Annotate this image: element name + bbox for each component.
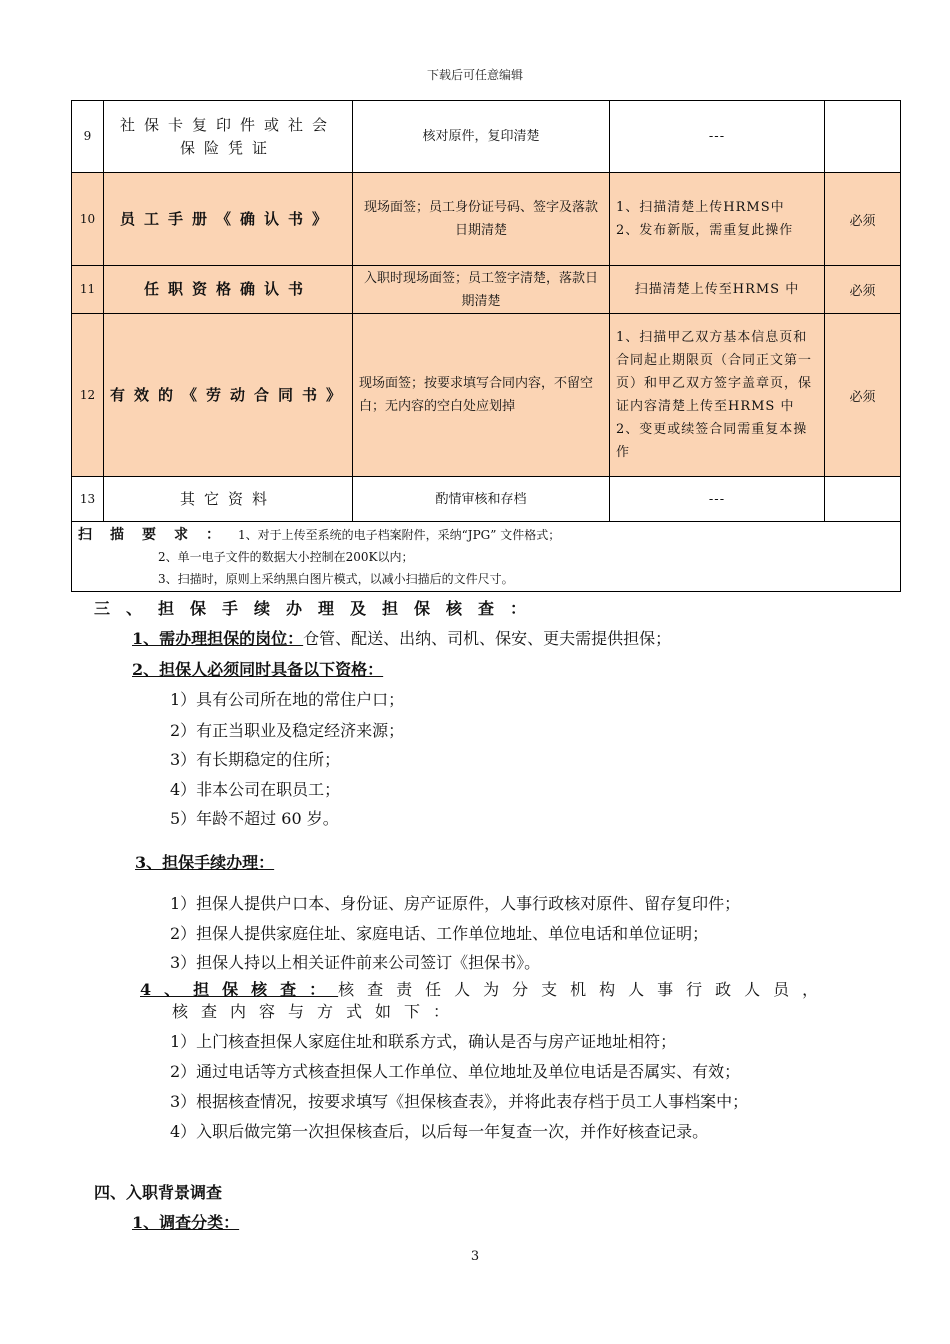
paragraph-label: 4、担保核查： — [140, 980, 339, 999]
scan-requirement: --- — [610, 101, 825, 173]
paragraph-text: 核查内容与方式如下： — [172, 1002, 463, 1021]
document-name: 员工手册《确认书》 — [104, 173, 353, 266]
list-item: 4）入职后做完第一次担保核查后，以后每一年复查一次，并作好核查记录。 — [170, 1122, 709, 1141]
paragraph-text: 核查责任人为分支机构人事行政人员， — [338, 980, 832, 999]
check-requirement: 酌情审核和存档 — [353, 477, 610, 522]
table-row — [72, 173, 901, 266]
list-item: 4）非本公司在职员工； — [170, 780, 341, 799]
notes-label: 扫描要求： — [78, 526, 238, 543]
list-item: 2）通过电话等方式核查担保人工作单位、单位地址及单位电话是否属实、有效； — [170, 1062, 741, 1081]
row-number: 12 — [72, 314, 104, 477]
document-name: 社保卡复印件或社会保险凭证 — [104, 101, 353, 173]
check-requirement: 入职时现场面签；员工签字清楚，落款日期清楚 — [353, 266, 610, 314]
check-requirement: 核对原件，复印清楚 — [353, 101, 610, 173]
mandatory-mark: 必须 — [825, 314, 901, 477]
note-line: 1、对于上传至系统的电子档案附件，采纳“JPG” 文件格式； — [238, 527, 561, 542]
paragraph-guarantee-check — [140, 977, 831, 1000]
paragraph-text: 仓管、配送、出纳、司机、保安、更夫需提供担保； — [303, 629, 672, 648]
scan-requirement: 1、扫描清楚上传HRMS中 2、发布新版，需重复此操作 — [610, 173, 825, 266]
paragraph-posts — [132, 626, 671, 649]
table-row — [72, 314, 901, 477]
note-line: 2、单一电子文件的数据大小控制在200K以内； — [158, 549, 414, 564]
notes-row — [72, 522, 901, 592]
document-name: 任职资格确认书 — [104, 266, 353, 314]
list-item: 2）有正当职业及稳定经济来源； — [170, 721, 405, 740]
paragraph-label: 2、担保人必须同时具备以下资格： — [132, 660, 384, 679]
scan-notes — [72, 522, 901, 592]
row-number: 9 — [72, 101, 104, 173]
note-line: 3、扫描时，原则上采纳黑白图片模式，以减小扫描后的文件尺寸。 — [158, 571, 514, 586]
mandatory-mark: 必须 — [825, 266, 901, 314]
list-item: 3）担保人持以上相关证件前来公司签订《担保书》。 — [170, 953, 541, 972]
row-number: 10 — [72, 173, 104, 266]
list-item: 2）担保人提供家庭住址、家庭电话、工作单位地址、单位电话和单位证明； — [170, 924, 709, 943]
table-row — [72, 266, 901, 314]
paragraph-label: 3、担保手续办理： — [135, 853, 275, 872]
list-item: 1）担保人提供户口本、身份证、房产证原件，人事行政核对原件、留存复印件； — [170, 894, 741, 913]
mandatory-mark — [825, 477, 901, 522]
document-name: 有效的《劳动合同书》 — [104, 314, 353, 477]
row-number: 13 — [72, 477, 104, 522]
document-checklist-table — [71, 100, 901, 592]
document-name: 其它资料 — [104, 477, 353, 522]
list-item: 3）根据核查情况，按要求填写《担保核查表》，并将此表存档于员工人事档案中； — [170, 1092, 749, 1111]
list-item: 3）有长期稳定的住所； — [170, 750, 341, 769]
mandatory-mark — [825, 101, 901, 173]
table-row — [72, 477, 901, 522]
check-requirement: 现场面签；员工身份证号码、签字及落款日期清楚 — [353, 173, 610, 266]
section-title: 三、担保手续办理及担保核查： — [94, 599, 543, 618]
list-item: 5）年龄不超过 60 岁。 — [170, 809, 339, 828]
paragraph-label: 1、调查分类： — [132, 1213, 240, 1232]
section-title: 四、入职背景调查 — [94, 1183, 223, 1202]
mandatory-mark: 必须 — [825, 173, 901, 266]
list-item: 1）具有公司所在地的常住户口； — [170, 690, 405, 709]
scan-requirement: 扫描清楚上传至HRMS 中 — [610, 266, 825, 314]
page-header: 下载后可任意编辑 — [426, 68, 523, 82]
paragraph-label: 1、需办理担保的岗位： — [132, 629, 304, 648]
page-number: 3 — [470, 1249, 480, 1264]
scan-requirement: 1、扫描甲乙双方基本信息页和合同起止期限页（合同正文第一页）和甲乙双方签字盖章页，保证内容清楚上传至HRMS 中 2、变更或续签合同需重复本操作 — [610, 314, 825, 477]
row-number: 11 — [72, 266, 104, 314]
check-requirement: 现场面签；按要求填写合同内容，不留空白；无内容的空白处应划掉 — [353, 314, 610, 477]
scan-requirement: --- — [610, 477, 825, 522]
table-row — [72, 101, 901, 173]
list-item: 1）上门核查担保人家庭住址和联系方式，确认是否与房产证地址相符； — [170, 1032, 677, 1051]
